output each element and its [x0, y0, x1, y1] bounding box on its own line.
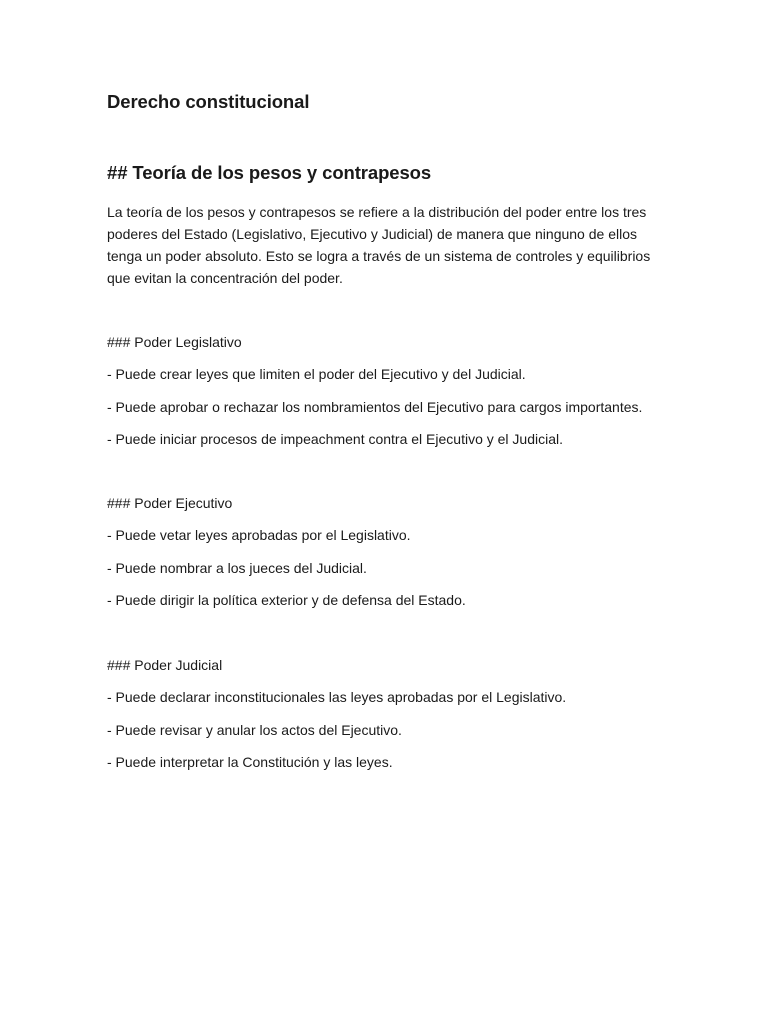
list-item: - Puede aprobar o rechazar los nombramientos del Ejecutivo para cargos importantes.: [107, 398, 643, 415]
subsection-heading-judicial: ### Poder Judicial: [107, 657, 223, 673]
bullet-list-judicial: [107, 686, 566, 784]
list-item: - Puede interpretar la Constitución y las leyes.: [107, 754, 393, 770]
intro-paragraph: La teoría de los pesos y contrapesos se refiere a la distribución del poder entre los tres poderes del Estado (Legislativo, Ejecutivo y Judicial) de manera que ninguno de ellos tenga un poder absoluto. Esto se logra a través de un sistema de controles y equilibrios que evitan la concentración del poder.: [107, 204, 651, 286]
list-item: - Puede nombrar a los jueces del Judicial.: [107, 559, 367, 576]
list-item: - Puede vetar leyes aprobadas por el Legislativo.: [107, 527, 411, 543]
list-item: - Puede declarar inconstitucionales las leyes aprobadas por el Legislativo.: [107, 689, 567, 705]
subsection-heading-legislativo: ### Poder Legislativo: [107, 334, 242, 350]
document-title: Derecho constitucional: [107, 91, 310, 112]
section-heading: ## Teoría de los pesos y contrapesos: [107, 162, 432, 183]
list-item: - Puede dirigir la política exterior y de defensa del Estado.: [107, 592, 466, 608]
list-item: - Puede crear leyes que limiten el poder del Ejecutivo y del Judicial.: [107, 366, 526, 382]
subsection-heading-ejecutivo: ### Poder Ejecutivo: [107, 495, 233, 511]
list-item: - Puede iniciar procesos de impeachment contra el Ejecutivo y el Judicial.: [107, 431, 564, 447]
bullet-list-legislativo: [107, 363, 642, 461]
list-item: - Puede revisar y anular los actos del Ejecutivo.: [107, 721, 402, 738]
bullet-list-ejecutivo: [107, 524, 466, 622]
